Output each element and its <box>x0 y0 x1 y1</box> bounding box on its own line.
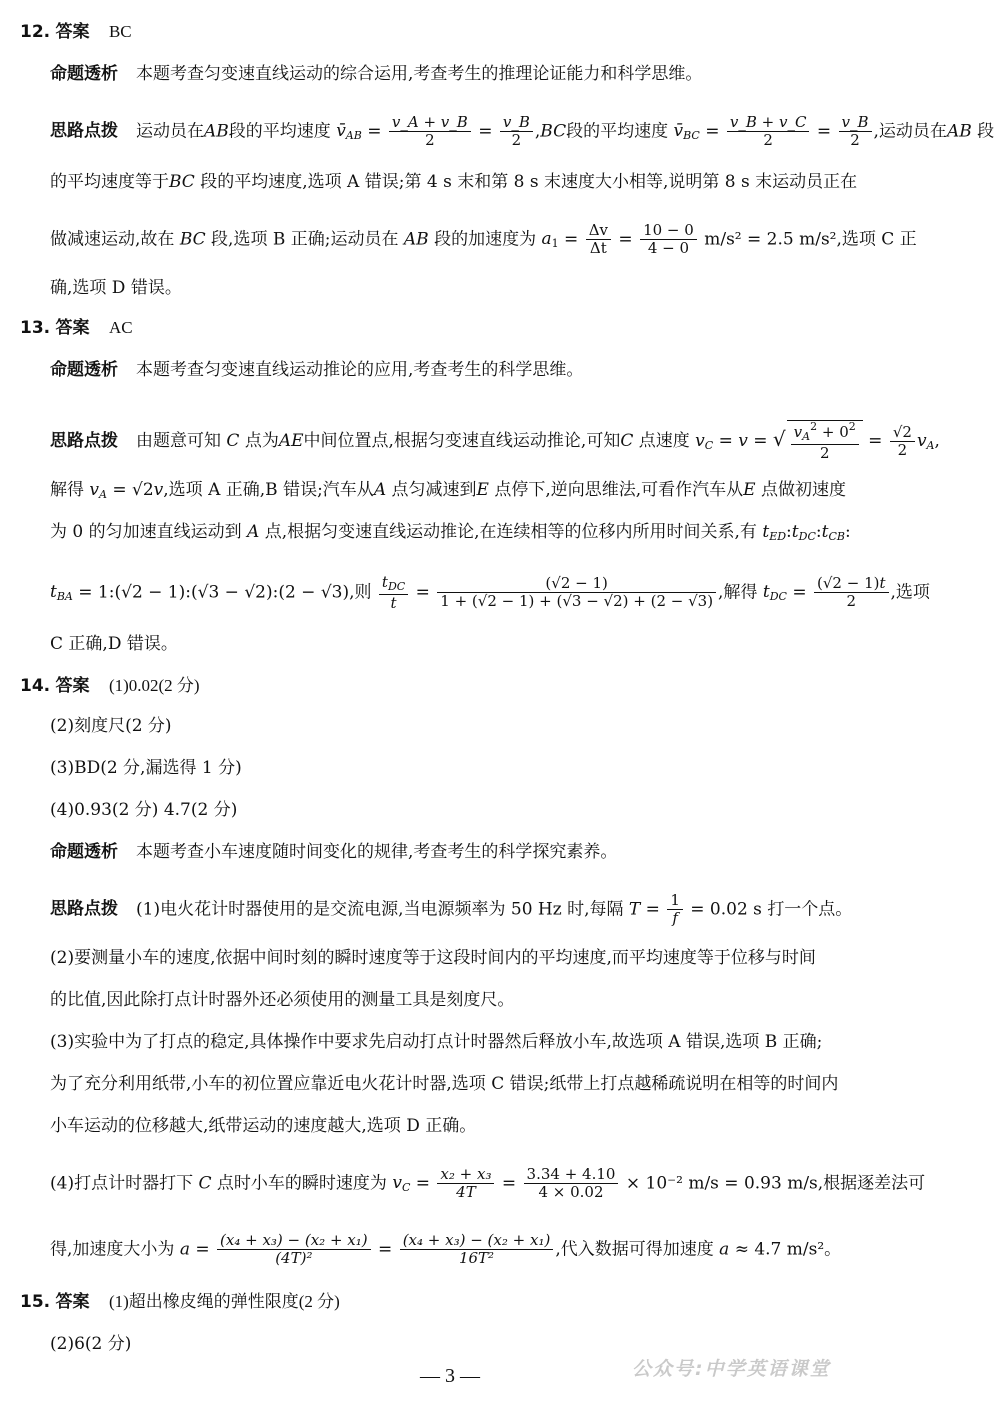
q14-answer-line <box>20 674 200 698</box>
text: C 正确,D 错误。 <box>50 634 178 654</box>
segment-bc: BC <box>540 121 567 142</box>
text: 点,根据匀变速直线运动推论,在连续相等的位移内所用时间关系,有 <box>264 522 757 542</box>
intent-text: 本题考查匀变速直线运动推论的应用,考查考生的科学思维。 <box>136 360 584 380</box>
text: 点为 <box>244 430 279 451</box>
text: 的平均速度等于 <box>50 172 169 192</box>
answer-value: (2)刻度尺(2 分) <box>50 716 172 736</box>
q14-hint-line-1: 思路点拨 (1)电火花计时器使用的是交流电源,当电源频率为 50 Hz 时,每隔 T = $\frac{1}{f}$ = 0.02 s 打一个点。 <box>50 891 853 928</box>
text: 的比值,因此除打点计时器外还必须使用的测量工具是刻度尺。 <box>50 990 515 1010</box>
text: 做减速运动,故在 <box>50 229 175 250</box>
text: m/s² = 2.5 m/s²,选项 C 正 <box>704 229 917 250</box>
text: 由题意可知 <box>136 430 221 451</box>
answer-value: AC <box>108 318 133 337</box>
answer-label: 答案 <box>55 22 90 42</box>
q14-hint-2b <box>50 988 514 1012</box>
fraction: $\frac{\text{(x₄ + x₃) − (x₂ + x₁)}}{\text{(4T)²}}$ <box>217 1232 371 1268</box>
q14-intent <box>50 840 617 864</box>
q15-answer-2 <box>50 1332 131 1356</box>
text: × 10⁻² m/s = 0.93 m/s,根据逐差法可 <box>625 1173 926 1194</box>
fraction: $\frac{1}{f}$ <box>667 892 683 928</box>
intent-label: 命题透析 <box>50 360 118 380</box>
text: ,选项 <box>890 582 930 603</box>
question-number: 12. <box>20 22 51 42</box>
q14-answer-2 <box>50 714 172 738</box>
q12-hint-line-4 <box>50 276 182 300</box>
answer-label: 答案 <box>55 676 90 696</box>
q12-answer-line <box>20 20 132 44</box>
q13-intent <box>50 358 583 382</box>
page-number: — 3 — <box>420 1365 480 1387</box>
text: 确,选项 D 错误。 <box>50 278 182 298</box>
text: 小车运动的位移越大,纸带运动的速度越大,选项 D 正确。 <box>50 1116 477 1136</box>
text: 得,加速度大小为 <box>50 1239 175 1260</box>
text: (3)实验中为了打点的稳定,具体操作中要求先启动打点计时器然后释放小车,故选项 A 错误,选项 B 正确; <box>50 1032 823 1052</box>
intent-text: 本题考查匀变速直线运动的综合运用,考查考生的推理论证能力和科学思维。 <box>136 64 703 84</box>
text: ,解得 <box>718 582 758 603</box>
q14-answer-3 <box>50 756 242 780</box>
text: 段的平均速度 <box>566 121 669 142</box>
text: ,代入数据可得加速度 <box>555 1239 714 1260</box>
text: 点做初速度 <box>760 480 846 500</box>
question-number: 15. <box>20 1292 51 1312</box>
text: 点时小车的瞬时速度为 <box>216 1173 387 1194</box>
answer-value: (1)0.02(2 分) <box>108 676 200 695</box>
answer-label: 答案 <box>55 318 90 338</box>
text: ,运动员在 <box>873 121 947 142</box>
answer-value: (3)BD(2 分,漏选得 1 分) <box>50 758 242 778</box>
q14-hint-3c <box>50 1114 476 1138</box>
q12-hint-line-2: 的平均速度等于BC 段的平均速度,选项 A 错误;第 4 s 末和第 8 s 末速度大小相等,说明第 8 s 末运动员正在 <box>50 172 858 192</box>
question-number: 14. <box>20 676 51 696</box>
q12-hint-line-1: 思路点拨 运动员在AB段的平均速度 $v̄_{AB}$ = $\frac{v\_A + v\_B}{2}$ = $\frac{v\_B}{2}$ ,BC段的平均速度 $v̄_{BC}$ = $\frac{v\_B + v\_C}{2}$ = $\frac{v\_B}{2}$ ,运动员在AB 段 <box>50 113 994 150</box>
intent-text: 本题考查小车速度随时间变化的规律,考查考生的科学探究素养。 <box>136 842 618 862</box>
q13-hint-line-2: 解得 $v_A = √2v$,选项 A 正确,B 错误;汽车从A 点匀减速到E 点停下,逆向思维法,可看作汽车从E 点做初速度 <box>50 480 846 501</box>
text: 为了充分利用纸带,小车的初位置应靠近电火花计时器,选项 C 错误;纸带上打点越稀疏说明在相等的时间内 <box>50 1074 839 1094</box>
text: = 0.02 s 打一个点。 <box>690 899 853 920</box>
fraction: $\frac{3.34 + 4.10}{4 \times 0.02}$ <box>524 1166 619 1202</box>
fraction: $\frac{(√2 - 1)}{1 + (√2 - 1) + (√3 - √2) + (2 - √3)}$ <box>437 575 716 611</box>
fraction: $\frac{v\_B + v\_C}{2}$ <box>727 114 810 150</box>
text: 中间位置点,根据匀变速直线运动推论,可知 <box>303 430 621 451</box>
hint-label: 思路点拨 <box>50 899 118 920</box>
q13-hint-line-1: 思路点拨 由题意可知 C 点为AE中间位置点,根据匀变速直线运动推论,可知C 点速度 $v_C = v$ = √ $\frac{v_A^2 + 0^2}{2}$ = $\frac{√2}{2}$ $v_A$, <box>50 420 940 462</box>
answer-value: BC <box>108 22 132 41</box>
fraction: $\frac{v\_A + v\_B}{2}$ <box>389 114 471 150</box>
fraction: $\frac{\text{(x₄ + x₃) − (x₂ + x₁)}}{\text{16T²}}$ <box>400 1232 554 1268</box>
answer-value: (4)0.93(2 分) 4.7(2 分) <box>50 800 238 820</box>
text: 运动员在 <box>136 121 204 142</box>
fraction: $\frac{v\_B}{2}$ <box>500 114 533 150</box>
text: = 1:(√2 − 1):(√3 − √2):(2 − √3),则 <box>78 582 372 603</box>
fraction: $\frac{√2}{2}$ <box>890 424 915 460</box>
fraction: $\frac{\Delta v}{\Delta t}$ <box>586 222 611 258</box>
segment-ab: AB <box>204 121 229 142</box>
fraction: $\frac{(√2 - 1)t}{2}$ <box>814 575 889 611</box>
fraction: $\frac{t_{DC}}{t}$ <box>379 574 408 612</box>
fraction: $\frac{v\_B}{2}$ <box>839 114 872 150</box>
answer-value: (2)6(2 分) <box>50 1334 132 1354</box>
text: ,选项 A 正确,B 错误;汽车从 <box>163 480 374 500</box>
q13-hint-line-3: 为 0 的匀加速直线运动到 A 点,根据匀变速直线运动推论,在连续相等的位移内所用时间关系,有 $t_{ED}:t_{DC}:t_{CB}$: <box>50 522 851 543</box>
q13-hint-line-5 <box>50 632 178 656</box>
q14-hint-2a <box>50 946 816 970</box>
text: 段的平均速度 <box>228 121 331 142</box>
text: 段,选项 B 正确;运动员在 <box>211 229 399 250</box>
q14-hint-3a <box>50 1030 822 1054</box>
text: 为 0 的匀加速直线运动到 <box>50 522 242 542</box>
q14-hint-line-4: (4)打点计时器打下 C 点时小车的瞬时速度为 $v_C$ = $\frac{\text{x₂ + x₃}}{4T}$ = $\frac{3.34 + 4.10}{4 \times 0.02}$ × 10⁻² m/s = 0.93 m/s,根据逐差法可 <box>50 1165 926 1202</box>
q14-answer-4 <box>50 798 237 822</box>
fraction: $\frac{\text{x₂ + x₃}}{4T}$ <box>437 1166 494 1202</box>
text: 点匀减速到 <box>391 480 477 500</box>
text: 段的加速度为 <box>434 229 537 250</box>
text: (4)打点计时器打下 <box>50 1173 194 1194</box>
intent-label: 命题透析 <box>50 64 118 84</box>
watermark: 公众号:中学英语课堂 <box>632 1358 831 1380</box>
text: ≈ 4.7 m/s²。 <box>734 1239 842 1260</box>
fraction: $\frac{10 - 0}{4 - 0}$ <box>640 222 697 258</box>
q12-intent <box>50 62 702 86</box>
text: 解得 <box>50 480 84 500</box>
hint-label: 思路点拨 <box>50 121 118 142</box>
q12-hint-line-3: 做减速运动,故在 BC 段,选项 B 正确;运动员在 AB 段的加速度为 $a_1$ = $\frac{\Delta v}{\Delta t}$ = $\frac{10 - 0}{4 - 0}$ m/s² = 2.5 m/s²,选项 C 正 <box>50 221 917 258</box>
q14-hint-line-5: 得,加速度大小为 a = $\frac{\text{(x₄ + x₃) − (x₂ + x₁)}}{\text{(4T)²}}$ = $\frac{\text{(x₄ + x₃) − (x₂ + x₁)}}{\text{16T²}}$ ,代入数据可得加速度 a ≈ 4.7 m/s²。 <box>50 1231 842 1268</box>
text: (1)电火花计时器使用的是交流电源,当电源频率为 50 Hz 时,每隔 <box>136 899 624 920</box>
q13-hint-line-4: $t_{BA}$ = 1:(√2 − 1):(√3 − √2):(2 − √3),则 $\frac{t_{DC}}{t}$ = $\frac{(√2 - 1)}{1 + (√2 - 1) + (√3 - √2) + (2 - √3)}$ ,解得 $t_{DC}$ = $\frac{(√2 - 1)t}{2}$ ,选项 <box>50 573 930 612</box>
answer-label: 答案 <box>55 1292 90 1312</box>
fraction: $\frac{v_A^2 + 0^2}{2}$ <box>791 421 859 462</box>
intent-label: 命题透析 <box>50 842 118 862</box>
text: 段的平均速度,选项 A 错误;第 4 s 末和第 8 s 末速度大小相等,说明第 8 s 末运动员正在 <box>200 172 858 192</box>
question-number: 13. <box>20 318 51 338</box>
q15-answer-line <box>20 1290 340 1314</box>
q13-answer-line <box>20 316 133 340</box>
q14-hint-3b <box>50 1072 838 1096</box>
text: 点停下,逆向思维法,可看作汽车从 <box>494 480 744 500</box>
text: (2)要测量小车的速度,依据中间时刻的瞬时速度等于这段时间内的平均速度,而平均速度等于位移与时间 <box>50 948 816 968</box>
text: 点速度 <box>638 430 690 451</box>
hint-label: 思路点拨 <box>50 430 118 451</box>
answer-value: (1)超出橡皮绳的弹性限度(2 分) <box>108 1292 340 1311</box>
